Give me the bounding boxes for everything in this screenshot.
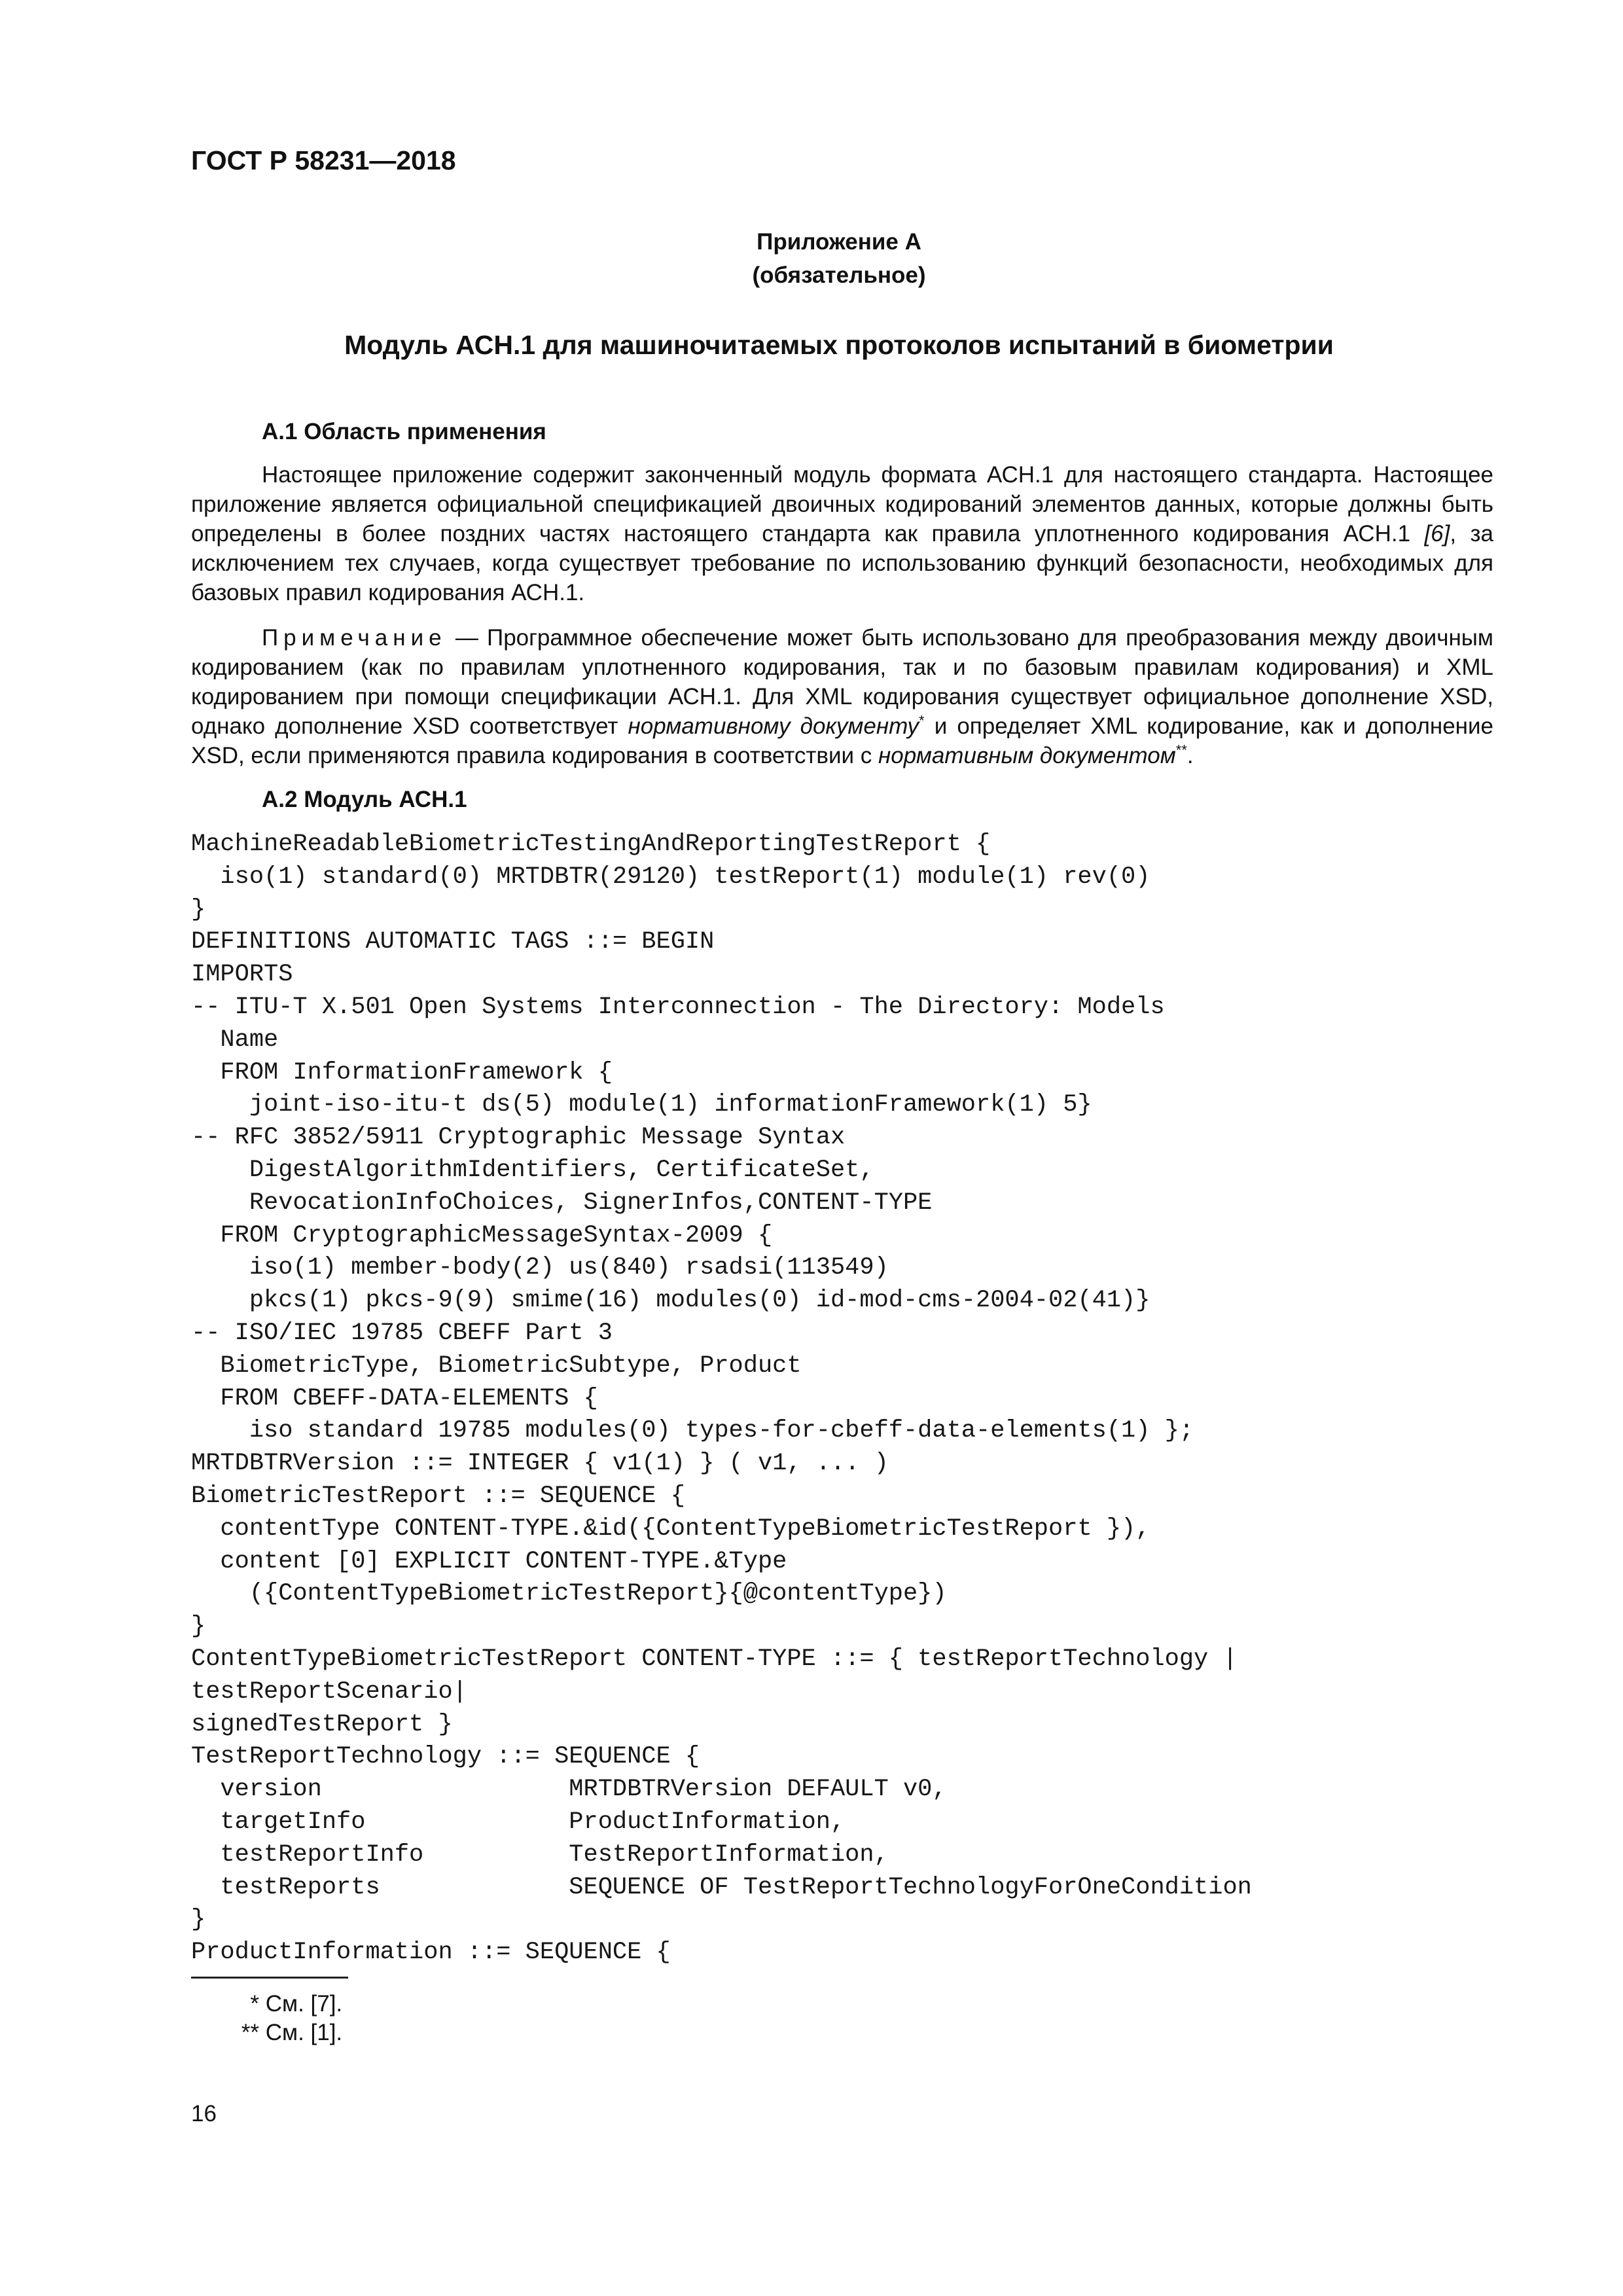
note-paragraph — [191, 623, 1493, 770]
code-line: signedTestReport } — [191, 1710, 453, 1738]
code-line: BiometricTestReport ::= SEQUENCE { — [191, 1482, 685, 1510]
section-a1-heading: А.1 Область применения — [262, 419, 546, 444]
normative-reference-1: нормативному документу — [628, 713, 919, 739]
footnote-text: См. [7]. — [265, 1991, 343, 2017]
code-line: -- ISO/IEC 19785 CBEFF Part 3 — [191, 1319, 613, 1347]
code-line: testReports SEQUENCE OF TestReportTechnologyForOneCondition — [191, 1873, 1252, 1901]
code-line: Name — [191, 1026, 279, 1054]
code-line: DigestAlgorithmIdentifiers, CertificateSet, — [191, 1156, 874, 1184]
code-line: version MRTDBTRVersion DEFAULT v0, — [191, 1776, 947, 1804]
section-a2-heading: А.2 Модуль АСН.1 — [262, 787, 467, 812]
code-line: IMPORTS — [191, 961, 293, 989]
paragraph-text-end: , за исключением тех случаев, когда существует требование по использованию функций безопасности, необходимых для базовых правил кодирования АСН.1. — [191, 521, 1493, 605]
page-number: 16 — [191, 2101, 217, 2126]
code-line: TestReportTechnology ::= SEQUENCE { — [191, 1743, 700, 1771]
code-line: FROM CryptographicMessageSyntax-2009 { — [191, 1221, 773, 1249]
code-line: testReportScenario| — [191, 1677, 467, 1706]
code-line: } — [191, 1906, 206, 1934]
code-line: content [0] EXPLICIT CONTENT-TYPE.&Type — [191, 1547, 787, 1575]
footnote-ref-1: * — [919, 712, 925, 729]
reference-link: [6] — [1424, 521, 1450, 547]
code-line: -- RFC 3852/5911 Cryptographic Message Syntax — [191, 1124, 846, 1152]
code-line: targetInfo ProductInformation, — [191, 1808, 846, 1836]
code-line: MachineReadableBiometricTestingAndReportingTestReport { — [191, 831, 991, 858]
code-line: BiometricType, BiometricSubtype, Product — [191, 1352, 802, 1380]
standard-designation: ГОСТ Р 58231—2018 — [191, 145, 456, 175]
asn1-code-listing — [191, 829, 1500, 1969]
code-line: RevocationInfoChoices, SignerInfos,CONTENT-TYPE — [191, 1189, 933, 1217]
code-line: ContentTypeBiometricTestReport CONTENT-TYPE ::= { testReportTechnology | — [191, 1645, 1238, 1673]
code-line: iso(1) standard(0) MRTDBTR(29120) testReport(1) module(1) rev(0) — [191, 863, 1150, 891]
code-line: } — [191, 895, 206, 924]
annex-label: Приложение А — [757, 229, 921, 255]
note-text-middle: и определяет XML кодирование, как и дополнение XSD, если применяются правила кодирования в соответствии с — [191, 713, 1494, 768]
note-label: Примечание — [262, 625, 447, 651]
code-line: joint-iso-itu-t ds(5) module(1) informationFramework(1) 5} — [191, 1091, 1092, 1119]
code-line: MRTDBTRVersion ::= INTEGER { v1(1) } ( v1, ... ) — [191, 1450, 889, 1478]
footnote-mark: ** — [241, 2020, 259, 2045]
code-line: testReportInfo TestReportInformation, — [191, 1840, 889, 1869]
code-line: iso(1) member-body(2) us(840) rsadsi(113549) — [191, 1254, 889, 1282]
note-text: — Программное обеспечение может быть использовано для преобразования между двоичным кодированием (как по правилам уплотненного кодирования, так и по базовым правилам кодирования) и XML кодированием при помощи спецификации АСН.1. Для XML кодирования существует официальное дополнение XSD, однако дополнение XSD соответствует — [191, 625, 1493, 739]
code-line: iso standard 19785 modules(0) types-for-cbeff-data-elements(1) }; — [191, 1417, 1194, 1445]
annex-header — [191, 225, 1487, 292]
code-line: DEFINITIONS AUTOMATIC TAGS ::= BEGIN — [191, 928, 715, 956]
paragraph-text: Настоящее приложение содержит законченный модуль формата АСН.1 для настоящего стандарта. Настоящее приложение является официальной спецификацией двоичных кодирований элементов данных, которые должны быть определены в более поздних частях настоящего стандарта как правила уплотненного кодирования АСН.1 — [191, 462, 1493, 547]
footnote-2 — [191, 2018, 584, 2047]
code-line: FROM CBEFF-DATA-ELEMENTS { — [191, 1384, 598, 1412]
code-line: ({ContentTypeBiometricTestReport}{@contentType}) — [191, 1580, 947, 1608]
footnote-text: См. [1]. — [265, 2020, 343, 2045]
footnote-ref-2: ** — [1175, 742, 1187, 759]
code-line: ProductInformation ::= SEQUENCE { — [191, 1939, 671, 1967]
code-line: } — [191, 1613, 206, 1641]
footnote-1 — [191, 1990, 584, 2018]
section-a1-paragraph — [191, 460, 1493, 607]
code-line: contentType CONTENT-TYPE.&id({ContentTypeBiometricTestReport }), — [191, 1515, 1150, 1543]
code-line: FROM InformationFramework { — [191, 1058, 613, 1086]
footnote-mark: * — [250, 1991, 259, 2017]
code-line: -- ITU-T X.501 Open Systems Interconnection - The Directory: Models — [191, 993, 1165, 1021]
annex-title: Модуль АСН.1 для машиночитаемых протоколов испытаний в биометрии — [344, 330, 1334, 360]
footnote-divider — [191, 1977, 348, 1979]
note-text-end: . — [1186, 743, 1194, 768]
code-line: pkcs(1) pkcs-9(9) smime(16) modules(0) id-mod-cms-2004-02(41)} — [191, 1287, 1150, 1315]
annex-status: (обязательное) — [752, 262, 926, 288]
normative-reference-2: нормативным документом — [878, 743, 1176, 768]
